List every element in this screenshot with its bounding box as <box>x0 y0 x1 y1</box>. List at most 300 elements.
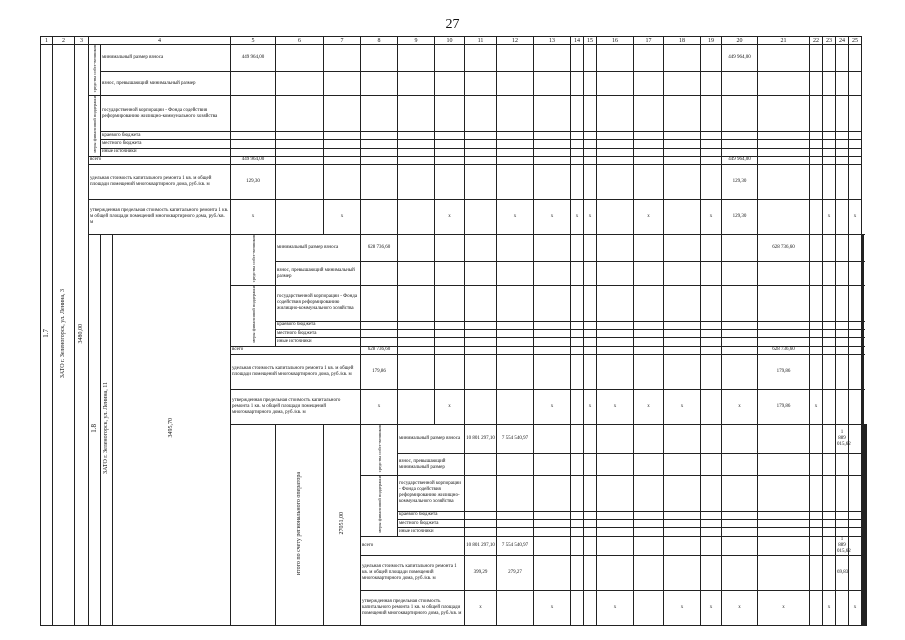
cell-col-22 <box>849 234 862 261</box>
table-row <box>41 156 867 164</box>
cell-col-15 <box>758 424 810 454</box>
cell-col-6 <box>497 519 534 527</box>
cell-col-21 <box>758 148 810 156</box>
state-corp-label: государственной корпорации - Фонда содействия реформированию жилищно-коммунального хозяйства <box>276 286 361 322</box>
cell-col-17 <box>823 511 836 519</box>
total-label: всего <box>89 156 231 164</box>
cell-col-13 <box>701 454 722 476</box>
cell-col-13: х <box>701 590 722 625</box>
header-col-1: 1 <box>41 37 53 45</box>
cell-col-13 <box>534 140 571 148</box>
cell-col-8 <box>361 72 398 96</box>
cell-col-6 <box>276 131 324 139</box>
cell-col-18 <box>664 72 701 96</box>
cell-col-11 <box>465 131 497 139</box>
cell-col-7 <box>324 96 361 132</box>
address <box>101 234 113 625</box>
cell-col-19: х <box>849 590 862 625</box>
cell-col-20: 449 964,00 <box>722 156 758 164</box>
header-col-13: 13 <box>534 37 571 45</box>
cell-col-17: х <box>722 389 758 424</box>
cell-col-9 <box>584 476 597 512</box>
cell-col-23 <box>823 148 836 156</box>
cell-col-8 <box>571 424 584 454</box>
cell-col-21 <box>836 286 849 322</box>
cell-col-8 <box>465 354 497 389</box>
cell-col-9 <box>398 156 435 164</box>
cell-col-9 <box>398 72 435 96</box>
cell-col-9 <box>497 346 534 354</box>
cell-col-11 <box>634 590 664 625</box>
max-cost-label: утвержденная предельная стоимость капитального ремонта 1 кв. м общей площади помещений многоквартирного дома, руб./кв. м <box>89 199 231 234</box>
row-number-text: 1.7 <box>42 328 50 338</box>
cell-col-10 <box>534 354 571 389</box>
cell-col-20 <box>722 131 758 139</box>
header-col-17: 17 <box>634 37 664 45</box>
cell-col-13 <box>701 476 722 512</box>
cell-col-25 <box>849 148 862 156</box>
cell-col-22 <box>810 72 823 96</box>
cell-col-7 <box>534 555 571 590</box>
cell-col-16 <box>597 156 634 164</box>
cell-col-20 <box>823 321 836 329</box>
cell-col-12 <box>584 330 597 338</box>
cell-col-25 <box>863 262 864 286</box>
header-col-10: 10 <box>435 37 465 45</box>
cell-col-19 <box>701 96 722 132</box>
table-row <box>41 234 867 261</box>
cell-col-18 <box>758 338 810 346</box>
cell-col-7 <box>435 321 465 329</box>
cell-col-25 <box>863 330 864 338</box>
cell-col-14 <box>722 424 758 454</box>
area-text: 27051,00 <box>338 511 345 535</box>
cell-col-25 <box>849 156 862 164</box>
cell-col-8 <box>465 330 497 338</box>
cell-col-23: х <box>823 199 836 234</box>
cell-col-7 <box>435 330 465 338</box>
cell-col-25 <box>849 131 862 139</box>
cell-col-12 <box>497 164 534 199</box>
cell-col-16 <box>597 45 634 72</box>
cell-col-10: х <box>534 389 571 424</box>
cell-col-19 <box>810 234 823 261</box>
cell-col-18 <box>664 148 701 156</box>
cell-col-22 <box>849 262 862 286</box>
cell-col-7: х <box>324 199 361 234</box>
cell-col-16 <box>701 389 722 424</box>
unit-cost-label: удельная стоимость капитального ремонта 1 кв. м общей площади помещений многоквартирного дома, руб./кв. м <box>231 354 361 389</box>
own-funds-label <box>231 234 276 285</box>
cell-col-11 <box>634 511 664 519</box>
cell-col-6 <box>398 330 435 338</box>
cell-col-5 <box>361 262 398 286</box>
cell-col-14 <box>634 330 664 338</box>
cell-col-10 <box>534 286 571 322</box>
cell-col-18 <box>664 131 701 139</box>
support-label-text: меры финансовой поддержки <box>250 286 256 343</box>
cell-col-12 <box>497 72 534 96</box>
cell-col-18 <box>836 519 849 527</box>
cell-col-15 <box>664 338 701 346</box>
cell-col-14 <box>722 555 758 590</box>
cell-col-7 <box>435 262 465 286</box>
support-label-text: меры финансовой поддержки <box>376 476 382 533</box>
cell-col-25 <box>866 424 867 454</box>
header-col-18: 18 <box>664 37 701 45</box>
area <box>113 234 231 625</box>
cell-col-21 <box>836 338 849 346</box>
cell-col-6 <box>276 140 324 148</box>
cell-col-7 <box>324 140 361 148</box>
row-number <box>89 234 101 625</box>
cell-col-9 <box>497 234 534 261</box>
cell-col-10 <box>597 536 634 555</box>
cell-col-15 <box>664 330 701 338</box>
cell-col-15 <box>584 156 597 164</box>
cell-col-19 <box>701 148 722 156</box>
cell-col-6 <box>276 164 324 199</box>
cell-col-9 <box>398 148 435 156</box>
cell-col-6 <box>497 511 534 519</box>
area-text: 3495,70 <box>168 418 174 438</box>
cell-col-8 <box>361 140 398 148</box>
header-col-24: 24 <box>836 37 849 45</box>
cell-col-13 <box>701 519 722 527</box>
cell-col-21 <box>836 330 849 338</box>
other-sources-label: иные источники <box>398 528 465 536</box>
cell-col-5: 399,29 <box>465 555 497 590</box>
cell-col-25 <box>863 346 864 354</box>
cell-col-18 <box>836 528 849 536</box>
cell-col-20 <box>722 148 758 156</box>
cell-col-21 <box>836 234 849 261</box>
cell-col-5 <box>465 511 497 519</box>
cell-col-10 <box>534 262 571 286</box>
cell-col-17 <box>634 140 664 148</box>
cell-col-18: 1 889 015,62 <box>837 536 851 554</box>
cell-col-22 <box>810 148 823 156</box>
cell-col-6 <box>276 199 324 234</box>
regional-budget-label: краевого бюджета <box>398 511 465 519</box>
cell-col-6 <box>398 338 435 346</box>
cell-col-14 <box>571 148 584 156</box>
cell-col-16 <box>597 140 634 148</box>
cell-col-16 <box>810 519 823 527</box>
cell-col-23 <box>823 156 836 164</box>
cell-col-17 <box>634 164 664 199</box>
cell-col-15 <box>584 96 597 132</box>
cell-col-11 <box>465 164 497 199</box>
support-label-text: меры финансовой поддержки <box>92 96 97 153</box>
cell-col-7 <box>534 511 571 519</box>
cell-col-13 <box>534 96 571 132</box>
cell-col-6 <box>398 234 435 261</box>
cell-col-8 <box>465 389 497 424</box>
cell-col-16 <box>701 354 722 389</box>
cell-col-10 <box>597 454 634 476</box>
cell-col-11 <box>634 528 664 536</box>
cell-col-19 <box>849 519 862 527</box>
cell-col-24 <box>836 131 849 139</box>
cell-col-20 <box>823 330 836 338</box>
cell-col-6 <box>276 148 324 156</box>
cell-col-11 <box>465 199 497 234</box>
cell-col-7 <box>435 346 465 354</box>
cell-col-13 <box>534 164 571 199</box>
cell-col-14 <box>634 234 664 261</box>
cell-col-17 <box>823 476 836 512</box>
cell-col-13: х <box>534 199 571 234</box>
cell-col-23 <box>823 45 836 72</box>
cell-col-16 <box>597 131 634 139</box>
cell-col-9 <box>398 45 435 72</box>
max-cost-label: утвержденная предельная стоимость капитального ремонта 1 кв. м общей площади помещений многоквартирного дома, руб./кв. м <box>231 389 361 424</box>
cell-col-16 <box>701 346 722 354</box>
cell-col-21 <box>758 131 810 139</box>
cell-col-8 <box>571 519 584 527</box>
cell-col-11 <box>465 72 497 96</box>
cell-col-24 <box>836 72 849 96</box>
cell-col-11 <box>571 389 584 424</box>
cell-col-13 <box>534 156 571 164</box>
header-col-19: 19 <box>701 37 722 45</box>
cell-col-17 <box>722 321 758 329</box>
cell-col-7 <box>435 338 465 346</box>
cell-col-21 <box>758 164 810 199</box>
cell-col-13 <box>597 286 634 322</box>
other-sources-label: иные источники <box>101 148 231 156</box>
cell-col-8 <box>361 199 398 234</box>
cell-col-25 <box>849 96 862 132</box>
cell-col-25 <box>866 536 867 555</box>
cell-col-25 <box>863 354 864 389</box>
cell-col-11 <box>634 536 664 555</box>
cell-col-16 <box>597 164 634 199</box>
cell-col-15 <box>584 148 597 156</box>
cell-col-9 <box>584 511 597 519</box>
cell-col-18: 1 889 015,62 <box>836 424 849 454</box>
cell-col-5: 10 801 297,10 <box>465 424 497 454</box>
cell-col-8 <box>465 234 497 261</box>
cell-col-12 <box>497 140 534 148</box>
cell-col-16 <box>701 286 722 322</box>
cell-col-12: х <box>497 199 534 234</box>
cell-col-11 <box>571 262 584 286</box>
cell-col-10: х <box>597 590 634 625</box>
cell-col-9 <box>584 590 597 625</box>
cell-col-15 <box>664 354 701 389</box>
cell-col-10 <box>435 45 465 72</box>
cell-col-8 <box>571 528 584 536</box>
exceed-fee-label: взнос, превышающий минимальный размер <box>101 72 231 96</box>
cell-col-9 <box>584 519 597 527</box>
cell-col-14 <box>571 45 584 72</box>
cell-col-14 <box>634 354 664 389</box>
cell-col-10 <box>597 519 634 527</box>
cell-col-24 <box>836 45 849 72</box>
cell-col-13 <box>534 148 571 156</box>
cell-col-5 <box>231 72 276 96</box>
cell-col-6: 7 554 540,97 <box>497 424 534 454</box>
header-col-6: 6 <box>276 37 324 45</box>
cell-col-15 <box>664 262 701 286</box>
cell-col-20 <box>823 286 836 322</box>
cell-col-17 <box>634 96 664 132</box>
cell-col-18 <box>836 511 849 519</box>
cell-col-8 <box>361 164 398 199</box>
cell-col-19 <box>701 156 722 164</box>
regional-budget-label: краевого бюджета <box>101 131 231 139</box>
cell-col-25 <box>866 590 867 625</box>
cell-col-6 <box>398 286 435 322</box>
cell-col-8 <box>465 338 497 346</box>
cell-col-11 <box>571 338 584 346</box>
cell-col-8 <box>465 262 497 286</box>
other-sources-label: иные источники <box>276 338 361 346</box>
cell-col-20 <box>823 262 836 286</box>
table-row <box>41 45 867 72</box>
cell-col-25 <box>866 555 867 590</box>
cell-col-13 <box>597 346 634 354</box>
cell-col-16 <box>701 321 722 329</box>
cell-col-15 <box>584 164 597 199</box>
cell-col-14 <box>571 96 584 132</box>
cell-col-10 <box>534 234 571 261</box>
cell-col-14: х <box>571 199 584 234</box>
cell-col-15 <box>758 536 810 555</box>
cell-col-18 <box>664 96 701 132</box>
cell-col-13 <box>701 424 722 454</box>
address-text: ЗАТО г. Зеленогорск, ул. Ленина, 11 <box>103 382 109 475</box>
cell-col-15 <box>584 131 597 139</box>
cell-col-15 <box>584 72 597 96</box>
cell-col-10 <box>534 330 571 338</box>
cell-col-18 <box>836 590 849 625</box>
cell-col-19 <box>849 528 862 536</box>
cell-col-12 <box>497 148 534 156</box>
state-corp-label: государственной корпорации - Фонда содействия реформированию жилищно-коммунального хозяйства <box>101 96 231 132</box>
table-row <box>41 199 867 234</box>
cell-col-10: х <box>435 199 465 234</box>
header-col-23: 23 <box>823 37 836 45</box>
cell-col-5: х <box>231 199 276 234</box>
cell-col-20 <box>823 234 836 261</box>
cell-col-8 <box>571 511 584 519</box>
cell-col-7 <box>324 164 361 199</box>
cell-col-17: х <box>634 199 664 234</box>
cell-col-10 <box>597 511 634 519</box>
cell-col-11 <box>571 354 584 389</box>
cell-col-6 <box>276 156 324 164</box>
cell-col-14 <box>722 476 758 512</box>
cell-col-14 <box>571 131 584 139</box>
cell-col-20 <box>722 140 758 148</box>
address <box>53 45 75 626</box>
cell-col-18 <box>836 454 849 476</box>
cell-col-20 <box>722 96 758 132</box>
row-number <box>231 424 276 625</box>
cell-col-15 <box>664 234 701 261</box>
cell-col-5 <box>231 148 276 156</box>
cell-col-19: х <box>810 389 823 424</box>
cell-col-14: х <box>634 389 664 424</box>
cell-col-22 <box>810 164 823 199</box>
own-funds-label <box>361 424 398 475</box>
cell-col-9 <box>398 131 435 139</box>
cell-col-8 <box>465 346 497 354</box>
cell-col-17 <box>823 536 836 555</box>
cell-col-9 <box>398 199 435 234</box>
state-corp-label: государственной корпорации - Фонда содействия реформированию жилищно-коммунального хозяйства <box>398 476 465 512</box>
cell-col-23 <box>823 164 836 199</box>
cell-col-5 <box>465 528 497 536</box>
cell-col-12 <box>584 346 597 354</box>
row-number-text: 1.8 <box>90 423 98 433</box>
table-row <box>41 164 867 199</box>
cell-col-8 <box>361 96 398 132</box>
cell-col-13 <box>597 354 634 389</box>
cell-col-17 <box>823 424 836 454</box>
cell-col-7 <box>435 354 465 389</box>
table-row <box>41 96 867 132</box>
header-col-15: 15 <box>584 37 597 45</box>
cell-col-10 <box>435 156 465 164</box>
cell-col-5: 449 964,00 <box>231 45 276 72</box>
cell-col-10 <box>597 476 634 512</box>
cell-col-13 <box>534 72 571 96</box>
cell-col-22 <box>810 96 823 132</box>
cell-col-13 <box>597 338 634 346</box>
cell-col-19 <box>810 354 823 389</box>
cell-col-21 <box>758 199 810 234</box>
support-label <box>361 476 398 537</box>
cell-col-20: 129,30 <box>722 164 758 199</box>
cell-col-25 <box>863 321 864 329</box>
cell-col-14 <box>722 528 758 536</box>
unit-cost-label: удельная стоимость капитального ремонта 1 кв. м общей площади помещений многоквартирного дома, руб./кв. м <box>361 555 465 590</box>
max-cost-label: утвержденная предельная стоимость капитального ремонта 1 кв. м общей площади помещений многоквартирного дома, руб./кв. м <box>361 590 465 625</box>
cell-col-11 <box>571 321 584 329</box>
cell-col-9 <box>584 454 597 476</box>
unit-cost-label: удельная стоимость капитального ремонта 1 кв. м общей площади помещений многоквартирного дома, руб./кв. м <box>89 164 231 199</box>
cell-col-20: 129,30 <box>722 199 758 234</box>
cell-col-20: 449 964,00 <box>722 45 758 72</box>
cell-col-25 <box>849 45 862 72</box>
cell-col-11 <box>634 424 664 454</box>
cell-col-15 <box>664 286 701 322</box>
cell-col-14 <box>571 140 584 148</box>
cell-col-9 <box>497 321 534 329</box>
header-col-8: 8 <box>361 37 398 45</box>
cell-col-19 <box>849 424 862 454</box>
header-col-5: 5 <box>231 37 276 45</box>
cell-col-17 <box>823 454 836 476</box>
cell-col-6 <box>497 454 534 476</box>
cell-col-5 <box>361 338 398 346</box>
total-label: всего <box>361 536 465 555</box>
cell-col-8 <box>571 536 584 555</box>
cell-col-9 <box>497 330 534 338</box>
cell-col-6 <box>497 476 534 512</box>
cell-col-18: 628 736,60 <box>758 234 810 261</box>
cell-col-8 <box>361 45 398 72</box>
cell-col-12 <box>584 338 597 346</box>
cell-col-7 <box>324 72 361 96</box>
cell-col-18: 179,86 <box>758 389 810 424</box>
cell-col-5: 129,30 <box>231 164 276 199</box>
cell-col-10 <box>597 555 634 590</box>
